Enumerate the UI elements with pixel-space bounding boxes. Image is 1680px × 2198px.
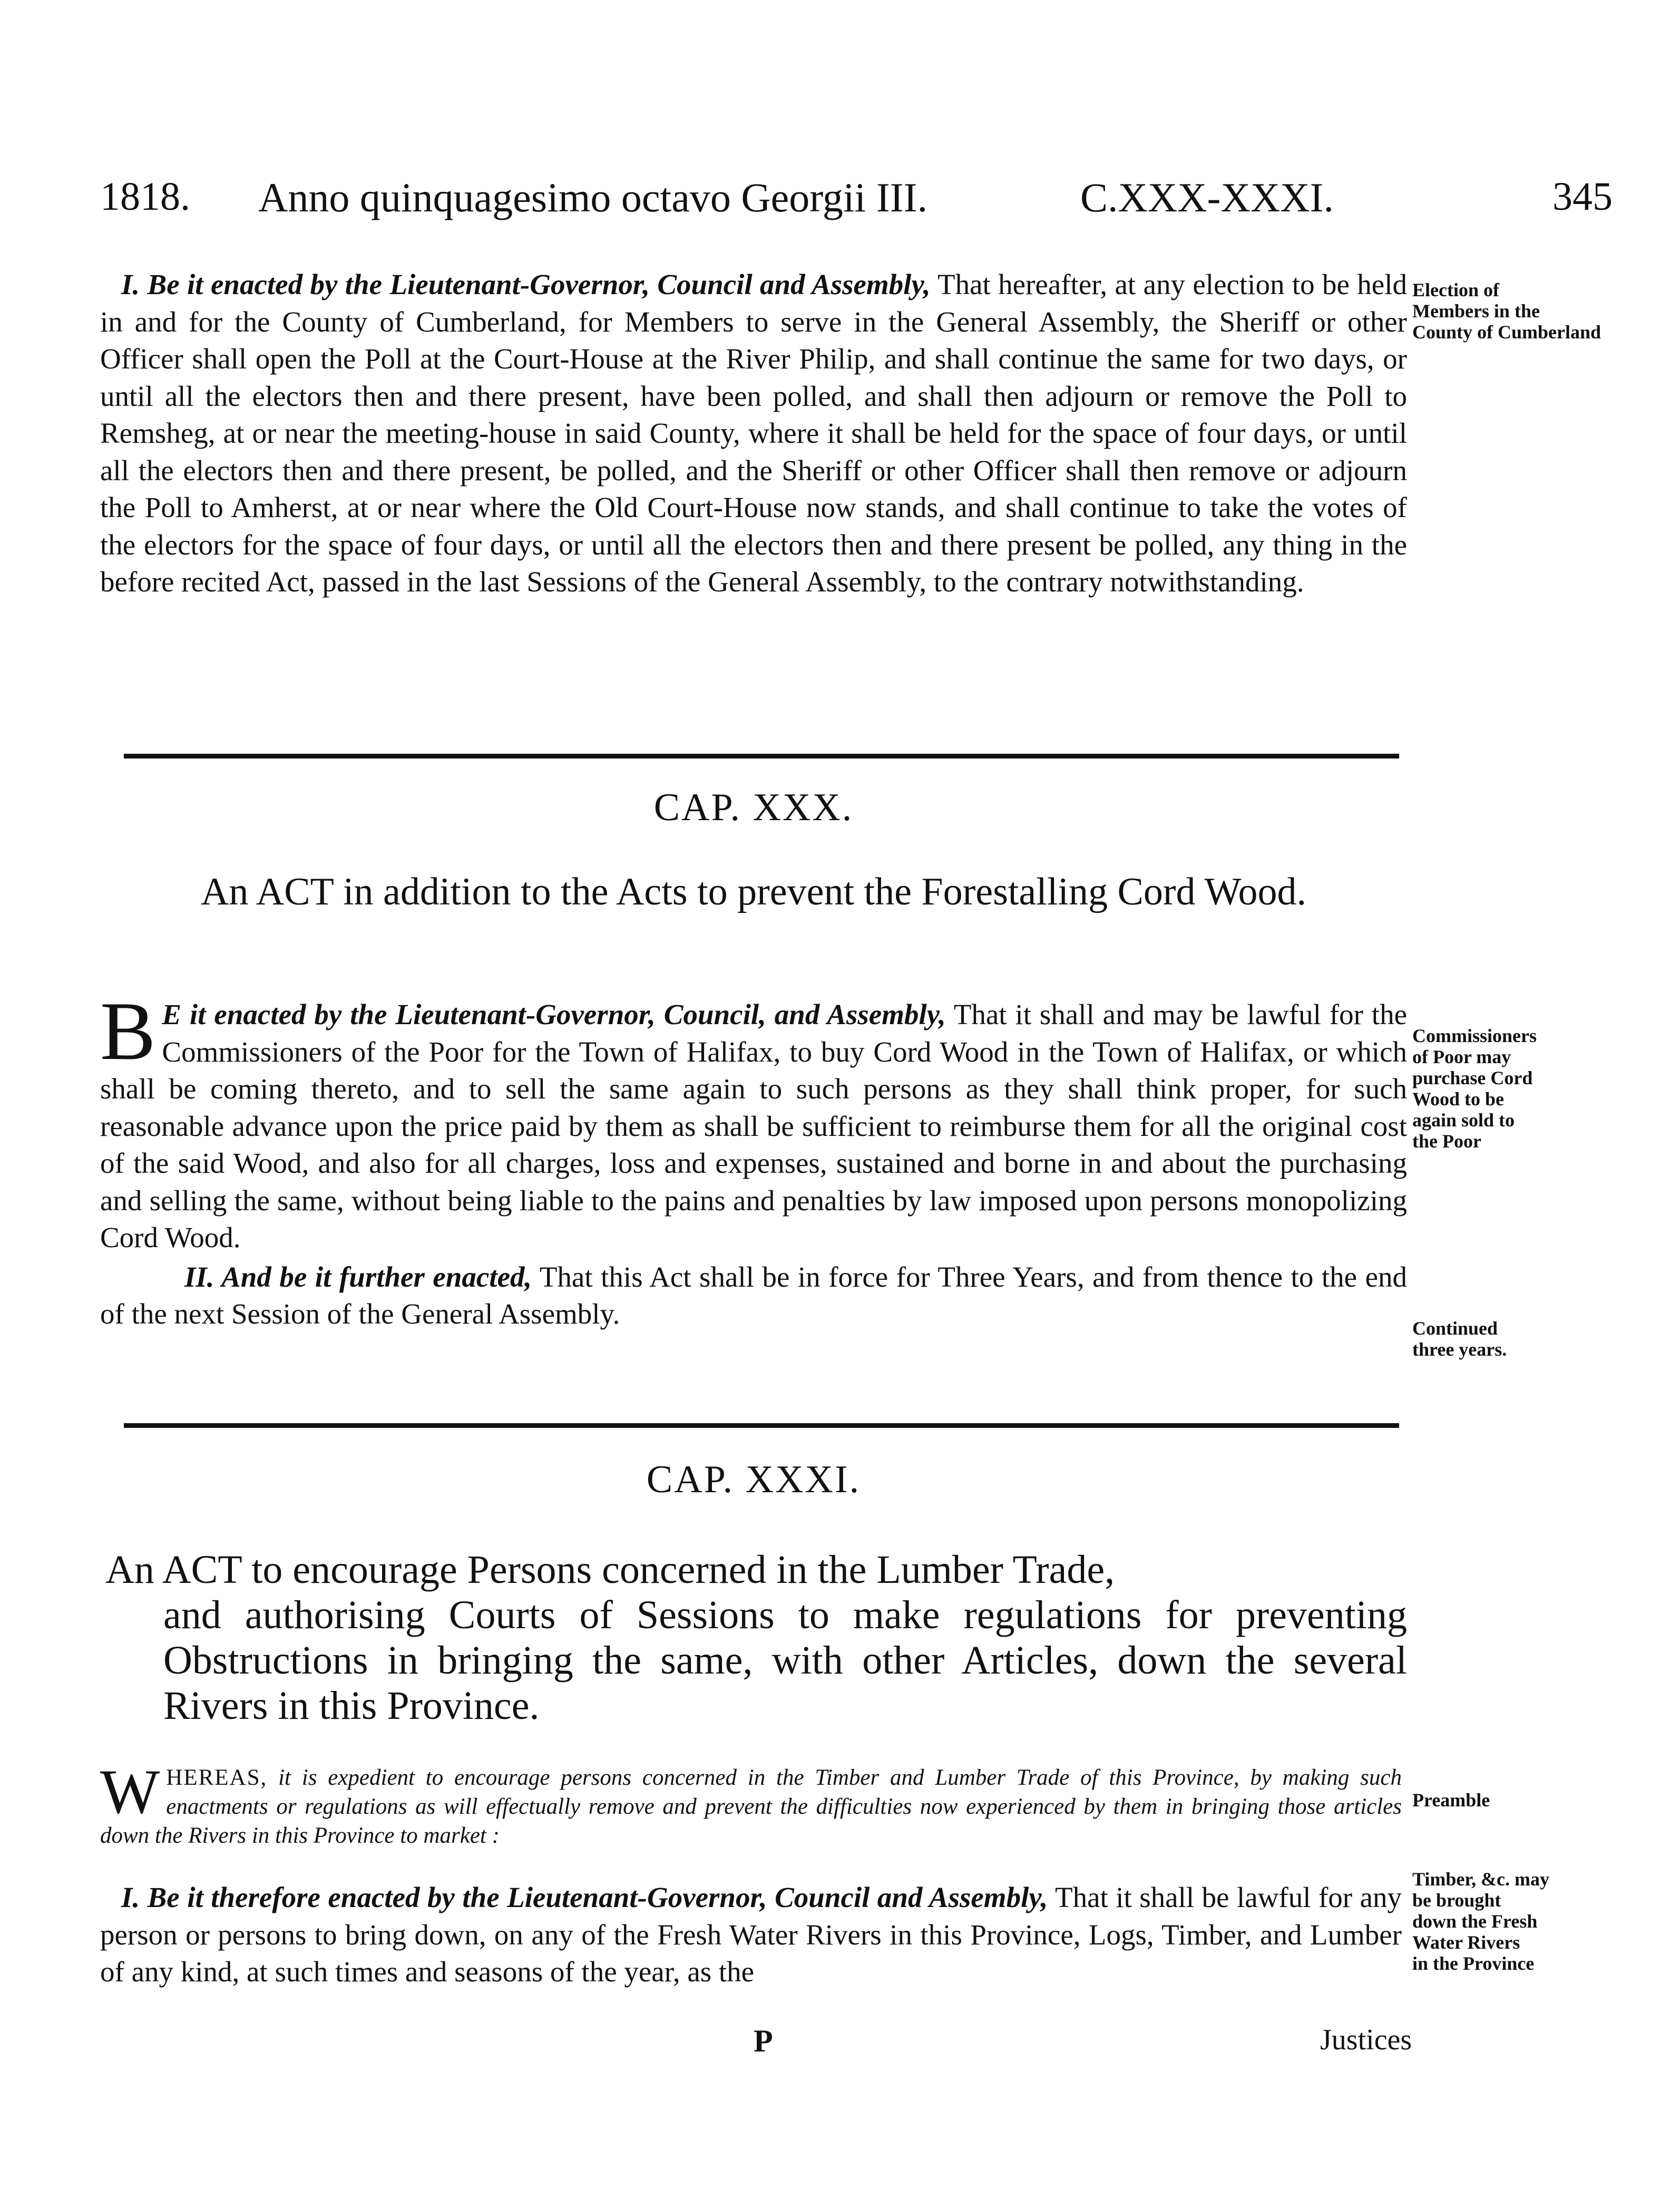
cap-30-text: That it shall and may be lawful for the Commissioners of the Poor for the Town of Halifax, to buy Cord Wood in the Town of Halifax, or which shall be coming thereto, and to sell the same again to such persons as they shall think proper, for such reasonable advance upon the price paid by them as shall be sufficient to reimburse them for all the original cost of the said Wood, and also for all charges, loss and expenses, sustained and borne in and about the purchasing and selling the same, without being liable to the pains and penalties by law imposed upon persons monopolizing Cord Wood. [100, 998, 1407, 1253]
margin-note-election: Election of Members in the County of Cumberland [1412, 279, 1601, 343]
cap-31-title: CAP. XXXI. [646, 1458, 861, 1501]
margin-note-timber: Timber, &c. may be brought down the Fresh Water Rivers in the Province [1412, 1869, 1549, 1974]
cap-30-body [100, 985, 1407, 1333]
cap-31-act-title-rest: and authorising Courts of Sessions to make regulations for preventing Obstructions in bringing the same, with other Articles, down the several Rivers in this Province. [163, 1593, 1407, 1728]
cap-30-section-2-text: That this Act shall be in force for Three Years, and from thence to the end of the next Session of the General Assembly. [100, 1260, 1407, 1330]
cap-30-lead: E it enacted by the Lieutenant-Governor, Council, and Assembly, [162, 998, 946, 1030]
cap-30-enacting-paragraph [100, 985, 1407, 1257]
header-chapters: C.XXX-XXXI. [1080, 174, 1334, 220]
margin-note-continued: Continued three years. [1412, 1318, 1507, 1360]
section-1-lead: I. Be it enacted by the Lieutenant-Governor, Council and Assembly, [121, 268, 931, 300]
cap-30-act-title: An ACT in addition to the Acts to prevent the Forestalling Cord Wood. [200, 870, 1307, 913]
margin-note-preamble: Preamble [1412, 1789, 1490, 1811]
divider-rule-2 [124, 1423, 1399, 1428]
cap-31-preamble [100, 1756, 1402, 1850]
margin-note-commissioners: Commissioners of Poor may purchase Cord Wood to be again sold to the Poor [1412, 1025, 1537, 1152]
cap-31-section-1-lead: I. Be it therefore enacted by the Lieutenant-Governor, Council and Assembly, [121, 1881, 1048, 1913]
cap-31-section-1-paragraph [100, 1879, 1402, 1991]
preamble-head: HEREAS, [166, 1765, 268, 1790]
section-1-paragraph [100, 266, 1407, 601]
cap-30-section-2-lead: II. And be it further enacted, [184, 1260, 532, 1293]
cap-31-act-title [105, 1547, 1407, 1728]
running-head [100, 174, 1613, 232]
cap-31-act-title-line-1: An ACT to encourage Persons concerned in the Lumber Trade, [105, 1548, 1115, 1592]
page-number: 345 [1552, 174, 1613, 219]
drop-capital-w: W [100, 1756, 160, 1826]
drop-capital-b: B [100, 985, 156, 1077]
cap-30-section-2 [100, 1259, 1407, 1333]
signature-mark: P [754, 2024, 773, 2058]
preamble-text: it is expedient to encourage persons concerned in the Timber and Lumber Trade of this Province, by making such enactments or regulations as will effectually remove and prevent the difficulties now experienced by them in bringing those articles down the Rivers in this Province to market : [100, 1765, 1402, 1848]
section-1-text: That hereafter, at any election to be held in and for the County of Cumberland, for Members to serve in the General Assembly, the Sheriff or other Officer shall open the Poll at the Court-House at the River Philip, and shall continue the same for two days, or until all the electors then and there present, have been polled, and shall then adjourn or remove the Poll to Remsheg, at or near the meeting-house in said County, where it shall be held for the space of four days, or until all the electors then and there present, be polled, and the Sheriff or other Officer shall then remove or adjourn the Poll to Amherst, at or near where the Old Court-House now stands, and shall continue to take the votes of the electors for the space of four days, or until all the electors then and there present be polled, any thing in the before recited Act, passed in the last Sessions of the General Assembly, to the contrary notwithstanding. [100, 268, 1408, 598]
preamble-paragraph [100, 1756, 1402, 1850]
header-year: 1818. [100, 174, 190, 219]
divider-rule [124, 754, 1399, 758]
cap-31-section-1-text: That it shall be lawful for any person or persons to bring down, on any of the Fresh Water Rivers in this Province, Logs, Timber, and Lumber of any kind, at such times and seasons of the year, as the [100, 1881, 1402, 1988]
section-1-block [100, 266, 1407, 601]
catchword: Justices [1320, 2024, 1412, 2056]
cap-31-section-1 [100, 1879, 1402, 1991]
cap-30-title: CAP. XXX. [653, 786, 854, 829]
header-title: Anno quinquagesimo octavo Georgii III. [258, 174, 928, 220]
